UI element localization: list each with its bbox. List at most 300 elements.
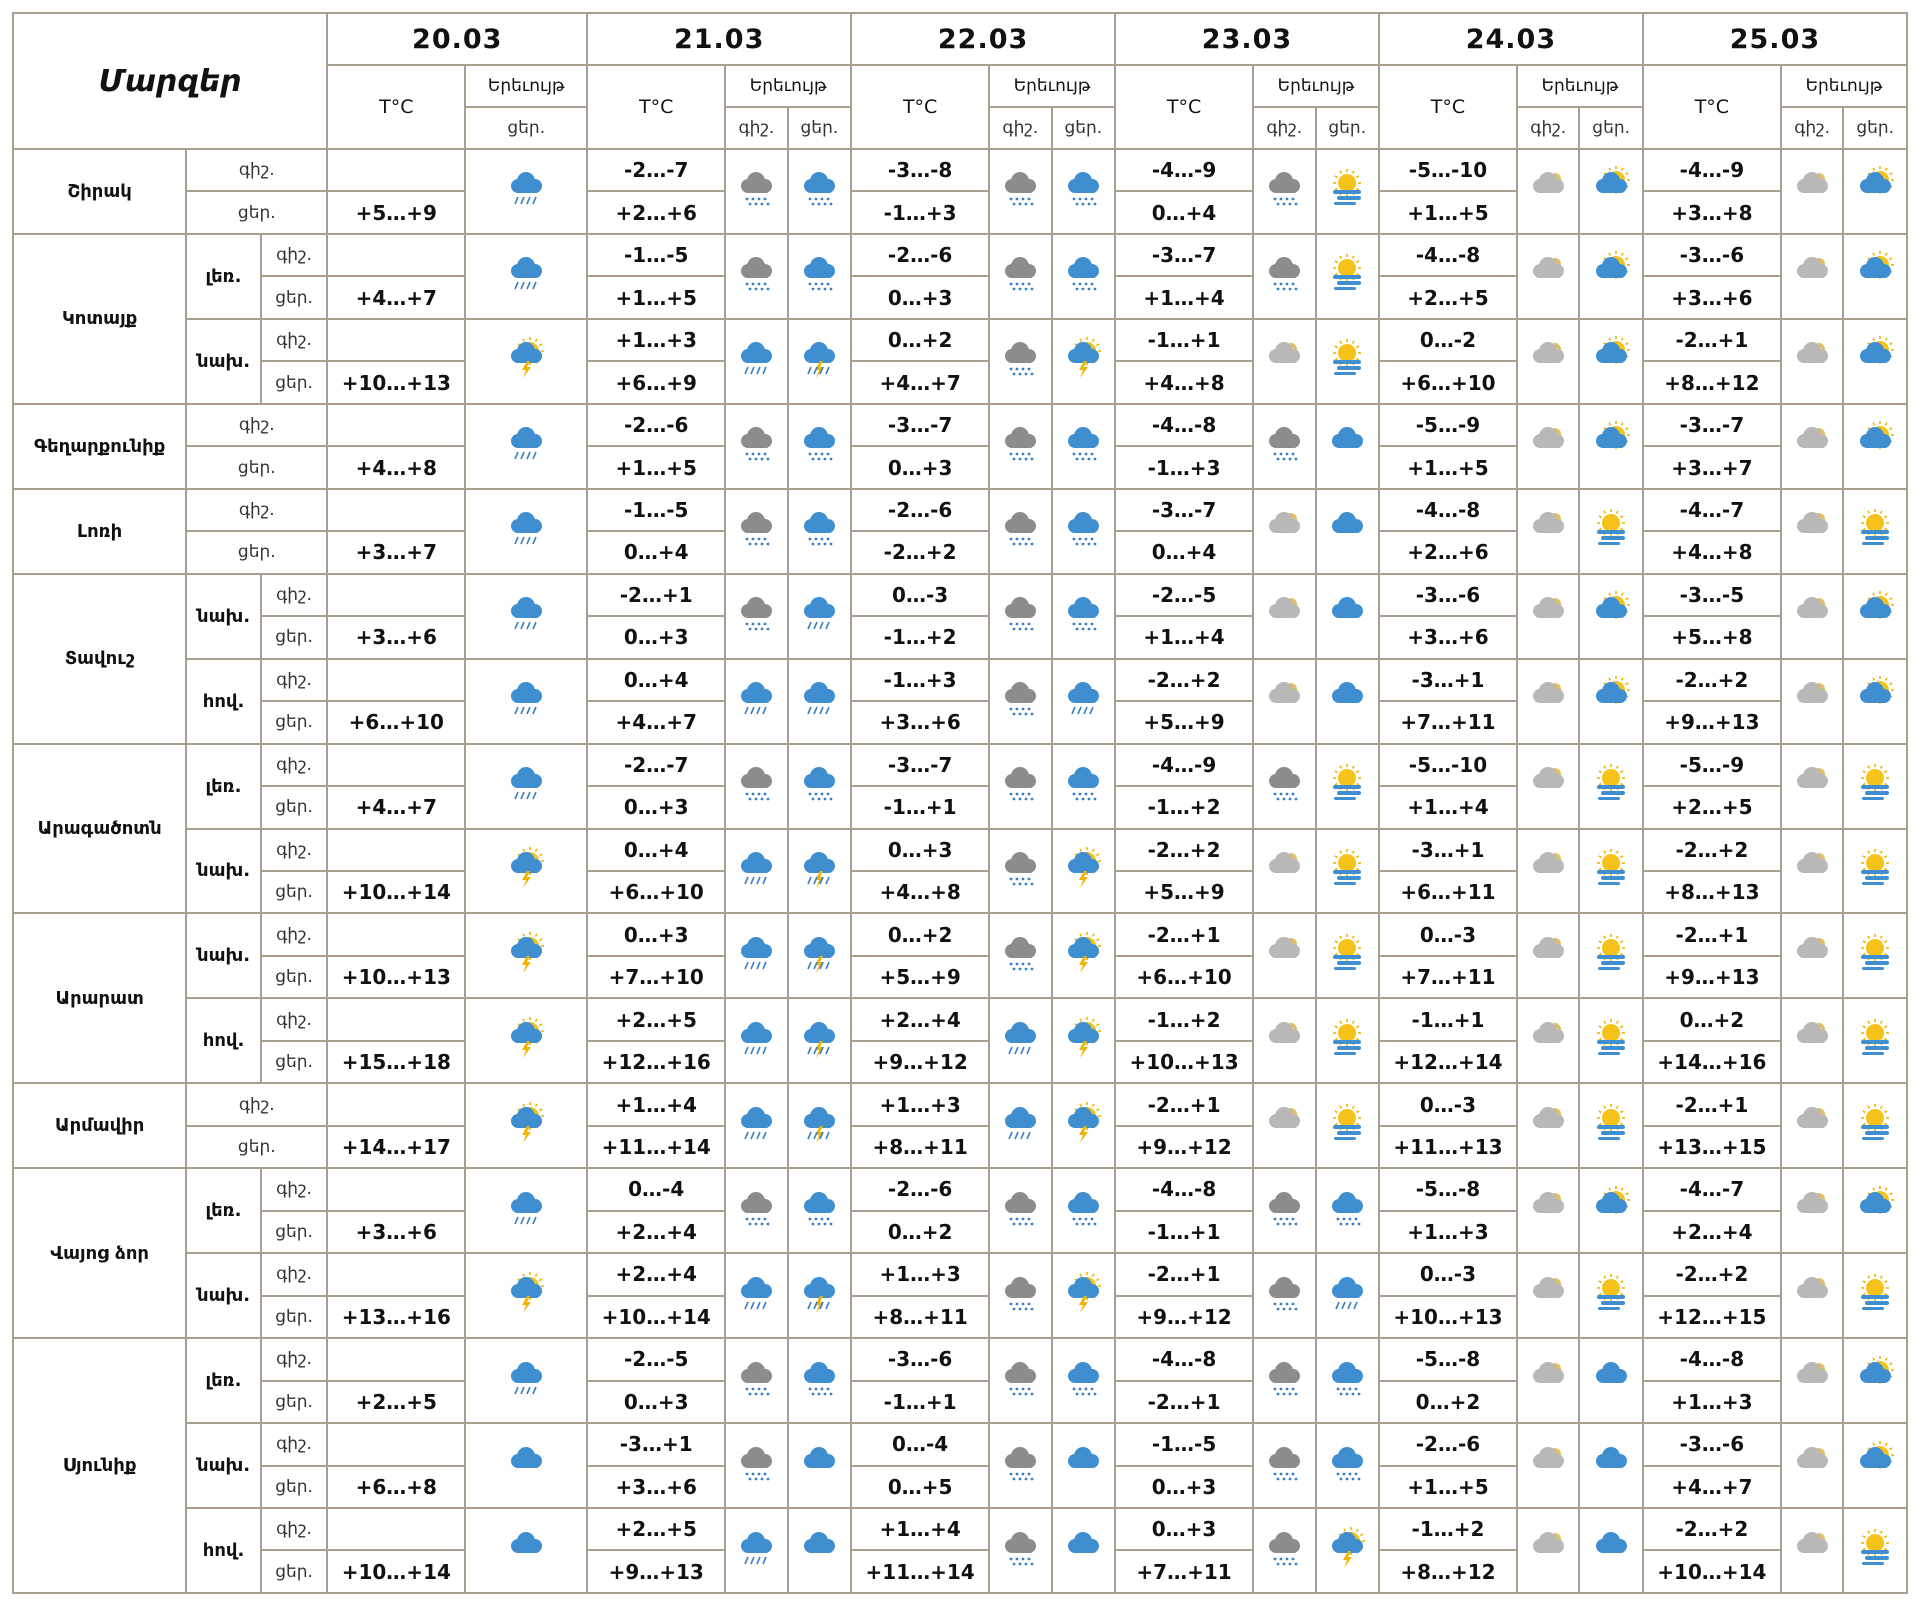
- temperature-night: -2…+2: [1643, 1508, 1781, 1550]
- cloud-sleet-icon: [1261, 1441, 1307, 1487]
- table-row: [13, 149, 1907, 191]
- sun-cloud-storm-icon: [503, 846, 549, 892]
- cloud-icon: [1588, 1526, 1634, 1572]
- weather-icon-cell: [1579, 404, 1642, 489]
- temperature-night: -2…-6: [851, 489, 989, 531]
- weather-icon-cell: [1052, 744, 1115, 829]
- night-subheader: գիշ.: [989, 107, 1051, 149]
- temperature-night: -2…-6: [587, 404, 725, 446]
- sun-fog-icon: [1852, 1526, 1898, 1572]
- weather-icon-cell: [989, 1253, 1051, 1338]
- moon-cloud-icon: [1789, 931, 1835, 977]
- temperature-day: -1…+1: [851, 786, 989, 828]
- cloud-sleet-icon: [733, 421, 779, 467]
- sun-cloud-storm-icon: [1060, 1016, 1106, 1062]
- weather-icon-cell: [1781, 234, 1843, 319]
- weather-icon-cell: [1052, 1253, 1115, 1338]
- night-label: գիշ.: [186, 404, 327, 446]
- weather-icon-cell: [1517, 404, 1579, 489]
- night-label: գիշ.: [261, 1508, 328, 1550]
- cloud-rain-icon: [1324, 1271, 1370, 1317]
- temperature-day: 0…+3: [587, 786, 725, 828]
- weather-icon-cell: [1253, 234, 1315, 319]
- weather-icon-cell: [1781, 913, 1843, 998]
- sun-fog-icon: [1588, 1016, 1634, 1062]
- sun-fog-icon: [1324, 336, 1370, 382]
- night-label: գիշ.: [261, 913, 328, 955]
- temperature-night: -3…-8: [851, 149, 989, 191]
- sun-cloud-storm-icon: [1060, 336, 1106, 382]
- temperature-header: T°C: [1643, 65, 1781, 149]
- temperature-day: -2…+1: [1115, 1381, 1253, 1423]
- temperature-day: +2…+6: [1379, 531, 1517, 573]
- weather-icon-cell: [788, 234, 851, 319]
- night-label: գիշ.: [186, 489, 327, 531]
- weather-icon-cell: [1517, 913, 1579, 998]
- cloud-sleet-icon: [997, 1186, 1043, 1232]
- cloud-icon: [1324, 591, 1370, 637]
- temperature-night: -3…-7: [1643, 404, 1781, 446]
- weather-icon-cell: [1253, 489, 1315, 574]
- moon-cloud-icon: [1789, 506, 1835, 552]
- night-subheader: գիշ.: [1781, 107, 1843, 149]
- temperature-day: +7…+11: [1115, 1550, 1253, 1593]
- temperature-night: -3…-6: [1643, 234, 1781, 276]
- weather-icon-cell: [1781, 659, 1843, 744]
- day-label: ցեր.: [261, 871, 328, 913]
- cloud-snow-icon: [796, 421, 842, 467]
- temperature-day: +8…+13: [1643, 871, 1781, 913]
- weather-icon-cell: [989, 1338, 1051, 1423]
- day-label: ցեր.: [261, 701, 328, 743]
- weather-icon-cell: [1579, 1423, 1642, 1508]
- temperature-night: 0…-3: [1379, 1083, 1517, 1125]
- weather-icon-cell: [989, 829, 1051, 914]
- cloud-sleet-icon: [997, 1441, 1043, 1487]
- weather-icon-cell: [725, 998, 787, 1083]
- sun-fog-icon: [1588, 506, 1634, 552]
- cloud-sleet-icon: [997, 761, 1043, 807]
- cloud-rain-icon: [997, 1101, 1043, 1147]
- temperature-night: -2…+2: [1643, 659, 1781, 701]
- cloud-snow-icon: [1060, 251, 1106, 297]
- night-label: գիշ.: [261, 319, 328, 361]
- temperature-night: [327, 744, 465, 786]
- temperature-day: +10…+13: [327, 956, 465, 998]
- temperature-night: -2…+1: [1643, 319, 1781, 361]
- forecast-body: [13, 149, 1907, 1593]
- day-label: ցեր.: [186, 446, 327, 488]
- temperature-night: -3…-6: [1643, 1423, 1781, 1465]
- zone-name: հով.: [186, 659, 261, 744]
- sun-fog-icon: [1324, 1101, 1370, 1147]
- moon-cloud-icon: [1789, 676, 1835, 722]
- temperature-day: +3…+6: [851, 701, 989, 743]
- date-header: 24.03: [1379, 13, 1643, 65]
- temperature-day: +1…+5: [587, 446, 725, 488]
- moon-cloud-icon: [1525, 421, 1571, 467]
- temperature-night: [327, 319, 465, 361]
- temperature-day: +8…+11: [851, 1296, 989, 1338]
- weather-icon-cell: [725, 489, 787, 574]
- temperature-header: T°C: [851, 65, 989, 149]
- weather-icon-cell: [1781, 1338, 1843, 1423]
- zone-name: լեռ.: [186, 234, 261, 319]
- cloud-rain-icon: [733, 1016, 779, 1062]
- weather-icon-cell: [725, 1253, 787, 1338]
- weather-icon-cell: [465, 913, 587, 998]
- cloud-snow-icon: [1060, 506, 1106, 552]
- sun-cloud-icon: [1588, 591, 1634, 637]
- night-label: գիշ.: [261, 1168, 328, 1210]
- weather-icon-cell: [1843, 1508, 1907, 1593]
- weather-icon-cell: [788, 489, 851, 574]
- sun-cloud-icon: [1852, 676, 1898, 722]
- date-header: 21.03: [587, 13, 851, 65]
- night-label: գիշ.: [261, 1253, 328, 1295]
- cloud-lightning-icon: [796, 846, 842, 892]
- zone-name: հով.: [186, 1508, 261, 1593]
- cloud-rain-icon: [503, 761, 549, 807]
- temperature-night: -1…-5: [587, 234, 725, 276]
- night-subheader: գիշ.: [1253, 107, 1315, 149]
- weather-icon-cell: [1316, 234, 1379, 319]
- temperature-day: +3…+7: [327, 531, 465, 573]
- temperature-night: [327, 1423, 465, 1465]
- weather-icon-cell: [788, 574, 851, 659]
- moon-cloud-icon: [1525, 676, 1571, 722]
- weather-icon-cell: [1579, 1508, 1642, 1593]
- weather-icon-cell: [1843, 744, 1907, 829]
- sun-fog-icon: [1588, 846, 1634, 892]
- day-subheader: ցեր.: [1316, 107, 1379, 149]
- temperature-day: +1…+5: [1379, 191, 1517, 233]
- temperature-day: +2…+4: [587, 1211, 725, 1253]
- temperature-night: -4…-8: [1379, 234, 1517, 276]
- cloud-sleet-icon: [997, 166, 1043, 212]
- sun-fog-icon: [1324, 761, 1370, 807]
- temperature-night: +2…+4: [587, 1253, 725, 1295]
- weather-icon-cell: [989, 659, 1051, 744]
- day-subheader: ցեր.: [465, 107, 587, 149]
- weather-icon-cell: [1316, 998, 1379, 1083]
- weather-icon-cell: [465, 1423, 587, 1508]
- temperature-night: 0…+3: [1115, 1508, 1253, 1550]
- sun-cloud-storm-icon: [503, 1101, 549, 1147]
- sun-fog-icon: [1588, 1271, 1634, 1317]
- cloud-snow-icon: [796, 1186, 842, 1232]
- cloud-lightning-icon: [796, 336, 842, 382]
- temperature-night: [327, 234, 465, 276]
- weather-icon-cell: [1253, 1338, 1315, 1423]
- day-label: ցեր.: [261, 1466, 328, 1508]
- zone-name: լեռ.: [186, 1338, 261, 1423]
- weather-icon-cell: [989, 1423, 1051, 1508]
- weather-icon-cell: [1781, 744, 1843, 829]
- temperature-night: +1…+4: [851, 1508, 989, 1550]
- temperature-night: -2…+1: [1115, 913, 1253, 955]
- temperature-day: 0…+3: [587, 1381, 725, 1423]
- table-row: [13, 404, 1907, 446]
- table-row: [13, 1508, 1907, 1550]
- weather-icon-cell: [1517, 998, 1579, 1083]
- temperature-night: -1…+2: [1115, 998, 1253, 1040]
- region-column-header: Մարզեր: [13, 13, 327, 149]
- table-row: [13, 659, 1907, 701]
- moon-cloud-icon: [1261, 1101, 1307, 1147]
- temperature-day: +3…+6: [1379, 616, 1517, 658]
- cloud-sleet-icon: [1261, 761, 1307, 807]
- cloud-sleet-icon: [997, 1271, 1043, 1317]
- weather-icon-cell: [1843, 659, 1907, 744]
- day-label: ցեր.: [261, 361, 328, 403]
- weather-icon-cell: [1316, 1083, 1379, 1168]
- weather-icon-cell: [989, 574, 1051, 659]
- temperature-night: +1…+3: [587, 319, 725, 361]
- weather-icon-cell: [1052, 998, 1115, 1083]
- moon-cloud-icon: [1525, 251, 1571, 297]
- temperature-day: +6…+10: [327, 701, 465, 743]
- temperature-day: +3…+6: [587, 1466, 725, 1508]
- temperature-day: +1…+4: [1379, 786, 1517, 828]
- temperature-night: -4…-8: [1379, 489, 1517, 531]
- cloud-rain-icon: [733, 846, 779, 892]
- moon-cloud-icon: [1525, 1101, 1571, 1147]
- weather-icon-cell: [1517, 489, 1579, 574]
- cloud-lightning-icon: [796, 1016, 842, 1062]
- temperature-day: +4…+7: [1643, 1466, 1781, 1508]
- weather-icon-cell: [1517, 574, 1579, 659]
- weather-icon-cell: [1781, 1253, 1843, 1338]
- temperature-day: +9…+12: [851, 1041, 989, 1083]
- weather-icon-cell: [1781, 1168, 1843, 1253]
- weather-icon-cell: [1579, 574, 1642, 659]
- weather-icon-cell: [1781, 1083, 1843, 1168]
- phenomenon-header: Երեւույթ: [725, 65, 851, 107]
- temperature-night: -3…-7: [851, 404, 989, 446]
- weather-icon-cell: [1052, 913, 1115, 998]
- temperature-day: +1…+3: [1643, 1381, 1781, 1423]
- temperature-day: -1…+2: [1115, 786, 1253, 828]
- weather-icon-cell: [725, 659, 787, 744]
- temperature-night: -3…+1: [1379, 829, 1517, 871]
- temperature-night: -2…+1: [1115, 1083, 1253, 1125]
- weather-icon-cell: [1579, 1168, 1642, 1253]
- weather-icon-cell: [1843, 913, 1907, 998]
- temperature-night: [327, 659, 465, 701]
- temperature-night: [327, 998, 465, 1040]
- weather-icon-cell: [788, 1083, 851, 1168]
- temperature-night: -4…-9: [1115, 744, 1253, 786]
- night-label: գիշ.: [261, 829, 328, 871]
- weather-icon-cell: [989, 149, 1051, 234]
- sun-cloud-icon: [1852, 421, 1898, 467]
- temperature-night: -5…-9: [1643, 744, 1781, 786]
- temperature-night: -5…-8: [1379, 1168, 1517, 1210]
- date-header: 23.03: [1115, 13, 1379, 65]
- weather-icon-cell: [1579, 744, 1642, 829]
- temperature-day: +1…+5: [1379, 446, 1517, 488]
- weather-icon-cell: [465, 1253, 587, 1338]
- sun-cloud-icon: [1852, 166, 1898, 212]
- region-name: Վայոց ձոր: [13, 1168, 186, 1338]
- cloud-lightning-icon: [796, 931, 842, 977]
- night-label: գիշ.: [261, 659, 328, 701]
- phenomenon-header: Երեւույթ: [989, 65, 1115, 107]
- temperature-day: +10…+14: [327, 871, 465, 913]
- temperature-day: +4…+8: [327, 446, 465, 488]
- cloud-sleet-icon: [997, 846, 1043, 892]
- temperature-night: 0…-3: [851, 574, 989, 616]
- weather-icon-cell: [1579, 234, 1642, 319]
- phenomenon-header: Երեւույթ: [1781, 65, 1907, 107]
- cloud-snow-icon: [1324, 1356, 1370, 1402]
- weather-icon-cell: [1579, 829, 1642, 914]
- cloud-rain-icon: [503, 421, 549, 467]
- sun-cloud-icon: [1588, 421, 1634, 467]
- temperature-day: +10…+13: [327, 361, 465, 403]
- cloud-sleet-icon: [733, 1441, 779, 1487]
- sun-cloud-icon: [1852, 336, 1898, 382]
- weather-icon-cell: [788, 1423, 851, 1508]
- temperature-night: -3…-7: [851, 744, 989, 786]
- sun-fog-icon: [1324, 251, 1370, 297]
- weather-icon-cell: [725, 404, 787, 489]
- temperature-day: +6…+8: [327, 1466, 465, 1508]
- weather-icon-cell: [1316, 574, 1379, 659]
- moon-cloud-icon: [1261, 1016, 1307, 1062]
- weather-icon-cell: [1253, 404, 1315, 489]
- day-label: ցեր.: [261, 786, 328, 828]
- cloud-icon: [1588, 1356, 1634, 1402]
- temperature-day: +3…+8: [1643, 191, 1781, 233]
- temperature-day: +10…+13: [1115, 1041, 1253, 1083]
- weather-icon-cell: [788, 1168, 851, 1253]
- weather-icon-cell: [725, 913, 787, 998]
- cloud-sleet-icon: [733, 251, 779, 297]
- weather-icon-cell: [1517, 1508, 1579, 1593]
- temperature-day: +4…+8: [1115, 361, 1253, 403]
- temperature-day: +1…+3: [1379, 1211, 1517, 1253]
- temperature-day: +1…+5: [587, 276, 725, 318]
- weather-icon-cell: [1781, 489, 1843, 574]
- cloud-snow-icon: [1060, 761, 1106, 807]
- weather-icon-cell: [1579, 1083, 1642, 1168]
- temperature-day: 0…+3: [851, 446, 989, 488]
- zone-name: նախ.: [186, 319, 261, 404]
- cloud-sleet-icon: [1261, 166, 1307, 212]
- temperature-day: +4…+8: [851, 871, 989, 913]
- weather-icon-cell: [1253, 659, 1315, 744]
- weather-icon-cell: [1781, 404, 1843, 489]
- cloud-sleet-icon: [1261, 421, 1307, 467]
- weather-icon-cell: [989, 998, 1051, 1083]
- temperature-day: +14…+16: [1643, 1041, 1781, 1083]
- moon-cloud-icon: [1789, 1101, 1835, 1147]
- region-name: Արագածոտն: [13, 744, 186, 914]
- sun-cloud-storm-icon: [503, 336, 549, 382]
- temperature-day: +6…+10: [587, 871, 725, 913]
- moon-cloud-icon: [1789, 1526, 1835, 1572]
- sun-fog-icon: [1588, 1101, 1634, 1147]
- cloud-sleet-icon: [733, 166, 779, 212]
- cloud-sleet-icon: [1261, 251, 1307, 297]
- temperature-day: +4…+7: [327, 276, 465, 318]
- cloud-sleet-icon: [997, 676, 1043, 722]
- cloud-rain-icon: [796, 591, 842, 637]
- sun-fog-icon: [1852, 1016, 1898, 1062]
- cloud-sleet-icon: [733, 761, 779, 807]
- weather-icon-cell: [1843, 1338, 1907, 1423]
- table-row: [13, 1083, 1907, 1125]
- zone-name: նախ.: [186, 1423, 261, 1508]
- temperature-day: -1…+3: [1115, 446, 1253, 488]
- temperature-day: +5…+9: [851, 956, 989, 998]
- temperature-night: [327, 1253, 465, 1295]
- weather-icon-cell: [1843, 574, 1907, 659]
- moon-cloud-icon: [1525, 336, 1571, 382]
- moon-cloud-icon: [1525, 1441, 1571, 1487]
- weather-icon-cell: [465, 149, 587, 234]
- weather-icon-cell: [725, 1168, 787, 1253]
- cloud-snow-icon: [1060, 421, 1106, 467]
- sun-fog-icon: [1852, 506, 1898, 552]
- temperature-night: +2…+5: [587, 998, 725, 1040]
- weather-icon-cell: [1316, 1423, 1379, 1508]
- temperature-day: 0…+2: [851, 1211, 989, 1253]
- weather-icon-cell: [1052, 1508, 1115, 1593]
- cloud-rain-icon: [997, 1016, 1043, 1062]
- weather-icon-cell: [725, 1508, 787, 1593]
- cloud-icon: [1588, 1441, 1634, 1487]
- weather-icon-cell: [1843, 1083, 1907, 1168]
- temperature-day: +3…+6: [327, 1211, 465, 1253]
- date-header: 25.03: [1643, 13, 1907, 65]
- weather-icon-cell: [1579, 1338, 1642, 1423]
- weather-icon-cell: [1052, 234, 1115, 319]
- sun-cloud-storm-icon: [1060, 846, 1106, 892]
- weather-icon-cell: [788, 829, 851, 914]
- temperature-night: 0…+2: [851, 913, 989, 955]
- cloud-sleet-icon: [733, 1186, 779, 1232]
- moon-cloud-icon: [1789, 336, 1835, 382]
- night-label: գիշ.: [261, 998, 328, 1040]
- day-subheader: ցեր.: [1579, 107, 1642, 149]
- moon-cloud-icon: [1789, 1356, 1835, 1402]
- temperature-night: [327, 149, 465, 191]
- table-row: [13, 489, 1907, 531]
- cloud-sleet-icon: [1261, 1186, 1307, 1232]
- weather-icon-cell: [1052, 574, 1115, 659]
- weather-icon-cell: [1316, 829, 1379, 914]
- weather-icon-cell: [788, 404, 851, 489]
- sun-fog-icon: [1852, 1271, 1898, 1317]
- weather-icon-cell: [989, 1168, 1051, 1253]
- sun-cloud-icon: [1588, 166, 1634, 212]
- weather-icon-cell: [1253, 319, 1315, 404]
- temperature-night: 0…+4: [587, 829, 725, 871]
- weather-icon-cell: [1316, 1168, 1379, 1253]
- weather-icon-cell: [989, 404, 1051, 489]
- sun-fog-icon: [1588, 761, 1634, 807]
- sun-cloud-icon: [1852, 1441, 1898, 1487]
- date-header: 22.03: [851, 13, 1115, 65]
- temperature-day: +11…+14: [587, 1126, 725, 1168]
- moon-cloud-icon: [1525, 1271, 1571, 1317]
- zone-name: նախ.: [186, 1253, 261, 1338]
- weather-icon-cell: [1843, 319, 1907, 404]
- weather-icon-cell: [788, 913, 851, 998]
